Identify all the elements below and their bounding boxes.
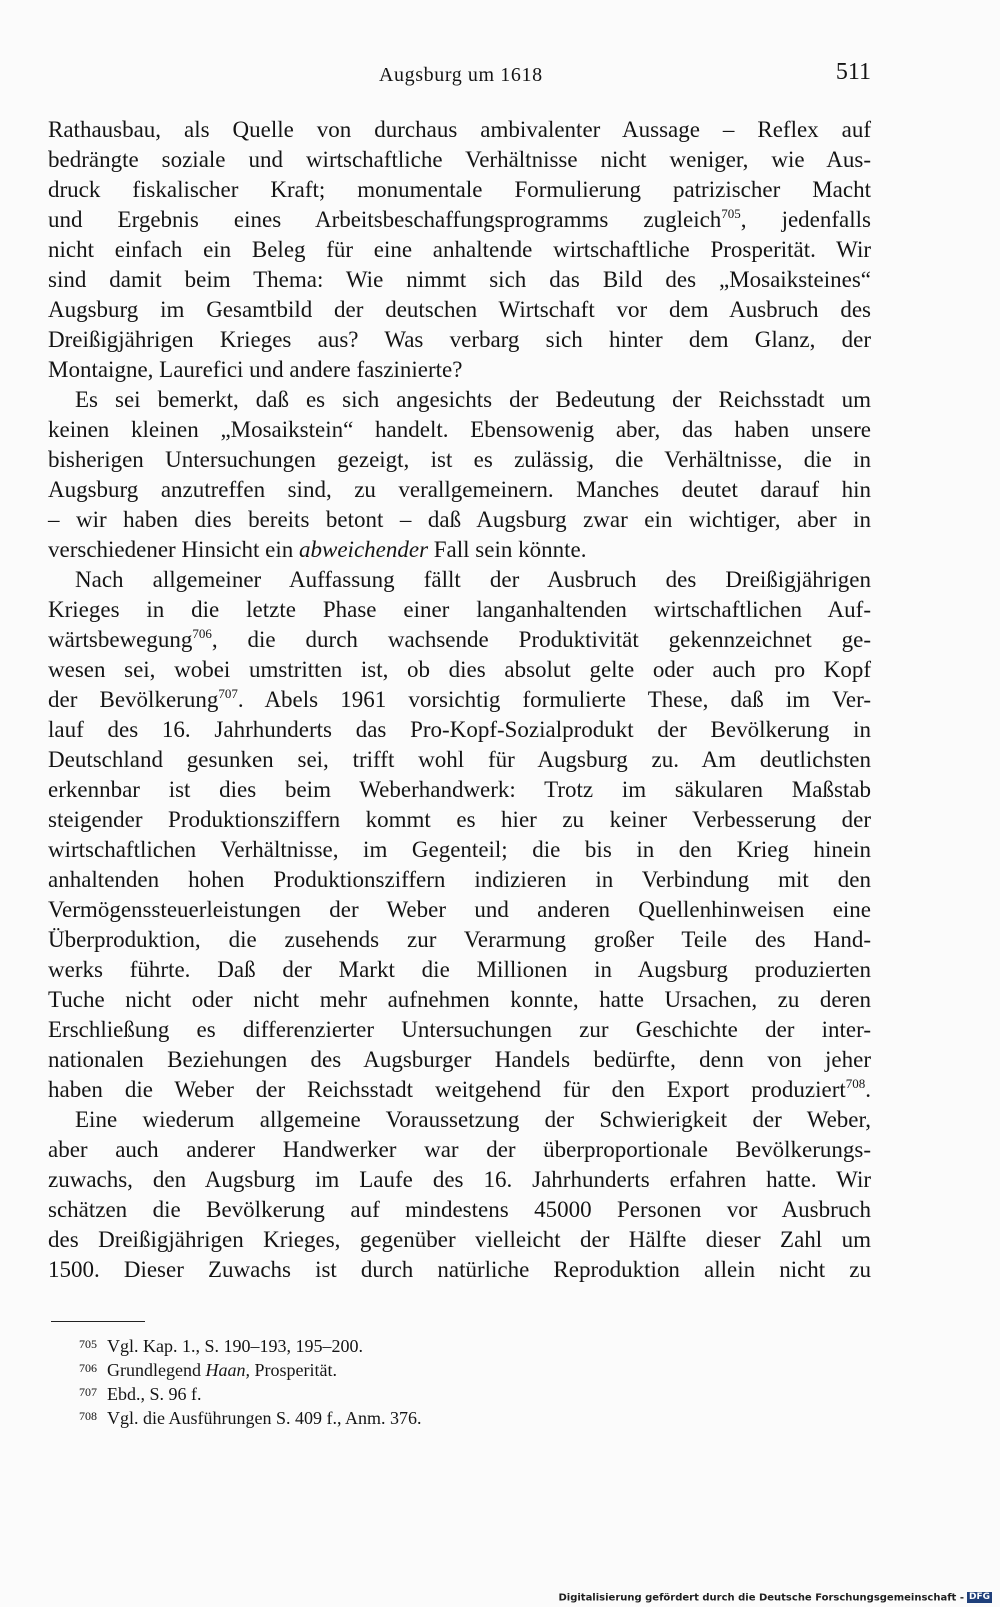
footnote: 705 Vgl. Kap. 1., S. 190–193, 195–200.: [79, 1332, 871, 1356]
digitization-credit: [558, 1592, 992, 1604]
text-line: des Dreißigjährigen Krieges, gegenüber vielleicht der Hälfte dieser Zahl um: [48, 1227, 871, 1252]
text-line: zuwachs, den Augsburg im Laufe des 16. Jahrhunderts erfahren hatte. Wir: [48, 1167, 871, 1192]
page-number: 511: [835, 59, 871, 85]
running-title: Augsburg um 1618: [379, 64, 543, 86]
text-line: lauf des 16. Jahrhunderts das Pro-Kopf-Sozialprodukt der Bevölkerung in: [48, 717, 871, 742]
text-line: wirtschaftlichen Verhältnisse, im Gegenteil; die bis in den Krieg hinein: [48, 837, 871, 862]
text-line: bedrängte soziale und wirtschaftliche Verhältnisse nicht weniger, wie Aus-: [48, 147, 871, 172]
text-line: nationalen Beziehungen des Augsburger Handels bedürfte, denn von jeher: [48, 1047, 871, 1072]
text-line: – wir haben dies bereits betont – daß Augsburg zwar ein wichtiger, aber in: [48, 507, 871, 532]
footnote-number: 707: [79, 1385, 97, 1399]
running-head: [48, 56, 871, 96]
text-line: Augsburg im Gesamtbild der deutschen Wirtschaft vor dem Ausbruch des: [48, 297, 871, 322]
dfg-logo: DFG: [968, 1591, 990, 1602]
text-line: werks führte. Daß der Markt die Millionen in Augsburg produzierten: [48, 957, 871, 982]
text-line: aber auch anderer Handwerker war der überproportionale Bevölkerungs-: [48, 1137, 871, 1162]
text-line: Tuche nicht oder nicht mehr aufnehmen konnte, hatte Ursachen, zu deren: [48, 987, 871, 1012]
text-line: Erschließung es differenzierter Untersuchungen zur Geschichte der inter-: [48, 1017, 871, 1042]
text-line: Es sei bemerkt, daß es sich angesichts der Bedeutung der Reichsstadt um: [75, 387, 871, 412]
text-line: nicht einfach ein Beleg für eine anhaltende wirtschaftliche Prosperität. Wir: [48, 237, 871, 262]
text-line: Überproduktion, die zusehends zur Verarmung großer Teile des Hand-: [48, 927, 871, 952]
text-line: 1500. Dieser Zuwachs ist durch natürliche Reproduktion allein nicht zu: [48, 1257, 871, 1282]
text-line: Rathausbau, als Quelle von durchaus ambivalenter Aussage – Reflex auf: [48, 117, 871, 142]
text-line: Augsburg anzutreffen sind, zu verallgemeinern. Manches deutet darauf hin: [48, 477, 871, 502]
body-text: [48, 115, 871, 1285]
footnote: 706 Grundlegend Haan, Prosperität.: [79, 1356, 871, 1380]
text-line: Dreißigjährigen Krieges aus? Was verbarg sich hinter dem Glanz, der: [48, 327, 871, 352]
footnote-number: 706: [79, 1361, 97, 1375]
text-line: Deutschland gesunken sei, trifft wohl für Augsburg zu. Am deutlichsten: [48, 747, 871, 772]
text-line: haben die Weber der Reichsstadt weitgehend für den Export produziert$^{708}$.: [48, 1076, 871, 1102]
text-line: Montaigne, Laurefici und andere faszinierte?: [48, 357, 463, 382]
text-line: schätzen die Bevölkerung auf mindestens 45000 Personen vor Ausbruch: [48, 1197, 871, 1222]
text-line: anhaltenden hohen Produktionsziffern indizieren in Verbindung mit den: [48, 867, 871, 892]
footnote-ref: 706: [192, 626, 212, 641]
text-line: Nach allgemeiner Auffassung fällt der Ausbruch des Dreißigjährigen: [75, 567, 871, 592]
text-line: steigender Produktionsziffern kommt es hier zu keiner Verbesserung der: [48, 807, 871, 832]
text-line: druck fiskalischer Kraft; monumentale Formulierung patrizischer Macht: [48, 177, 871, 202]
text-line: verschiedener Hinsicht ein abweichender Fall sein könnte.: [48, 537, 587, 562]
credit-text: Digitalisierung gefördert durch die Deutsche Forschungsgemeinschaft -: [558, 1592, 964, 1603]
text-line: wesen sei, wobei umstritten ist, ob dies absolut gelte oder auch pro Kopf: [48, 657, 871, 682]
footnote: 707 Ebd., S. 96 f.: [79, 1380, 871, 1404]
footnote-number: 705: [79, 1337, 97, 1351]
footnote-ref: 705: [721, 206, 741, 221]
footnote-ref: 708: [845, 1076, 866, 1091]
footnotes: [79, 1332, 871, 1428]
text-line: Vermögenssteuerleistungen der Weber und anderen Quellenhinweisen eine: [48, 897, 871, 922]
text-line: und Ergebnis eines Arbeitsbeschaffungsprogramms zugleich$^{705}$, jedenfalls: [48, 206, 871, 232]
text-line: erkennbar ist dies beim Weberhandwerk: Trotz im säkularen Maßstab: [48, 777, 871, 802]
text-line: wärtsbewegung$^{706}$, die durch wachsende Produktivität gekennzeichnet ge-: [48, 626, 871, 652]
author-name: Haan,: [205, 1360, 250, 1380]
footnote-number: 708: [79, 1409, 97, 1423]
text-line: der Bevölkerung$^{707}$. Abels 1961 vorsichtig formulierte These, daß im Ver-: [48, 686, 871, 712]
footnote-ref: 707: [218, 686, 238, 701]
text-line: keinen kleinen „Mosaikstein“ handelt. Ebensowenig aber, das haben unsere: [48, 417, 871, 442]
text-line: Eine wiederum allgemeine Voraussetzung der Schwierigkeit der Weber,: [75, 1107, 871, 1132]
footnote: 708 Vgl. die Ausführungen S. 409 f., Anm. 376.: [79, 1404, 871, 1428]
footnote-divider: [51, 1321, 145, 1322]
text-line: bisherigen Untersuchungen gezeigt, ist es zulässig, die Verhältnisse, die in: [48, 447, 871, 472]
emphasis: abweichender: [299, 537, 429, 562]
text-line: Krieges in die letzte Phase einer langanhaltenden wirtschaftlichen Auf-: [48, 597, 871, 622]
text-line: sind damit beim Thema: Wie nimmt sich das Bild des „Mosaiksteines“: [48, 267, 871, 292]
